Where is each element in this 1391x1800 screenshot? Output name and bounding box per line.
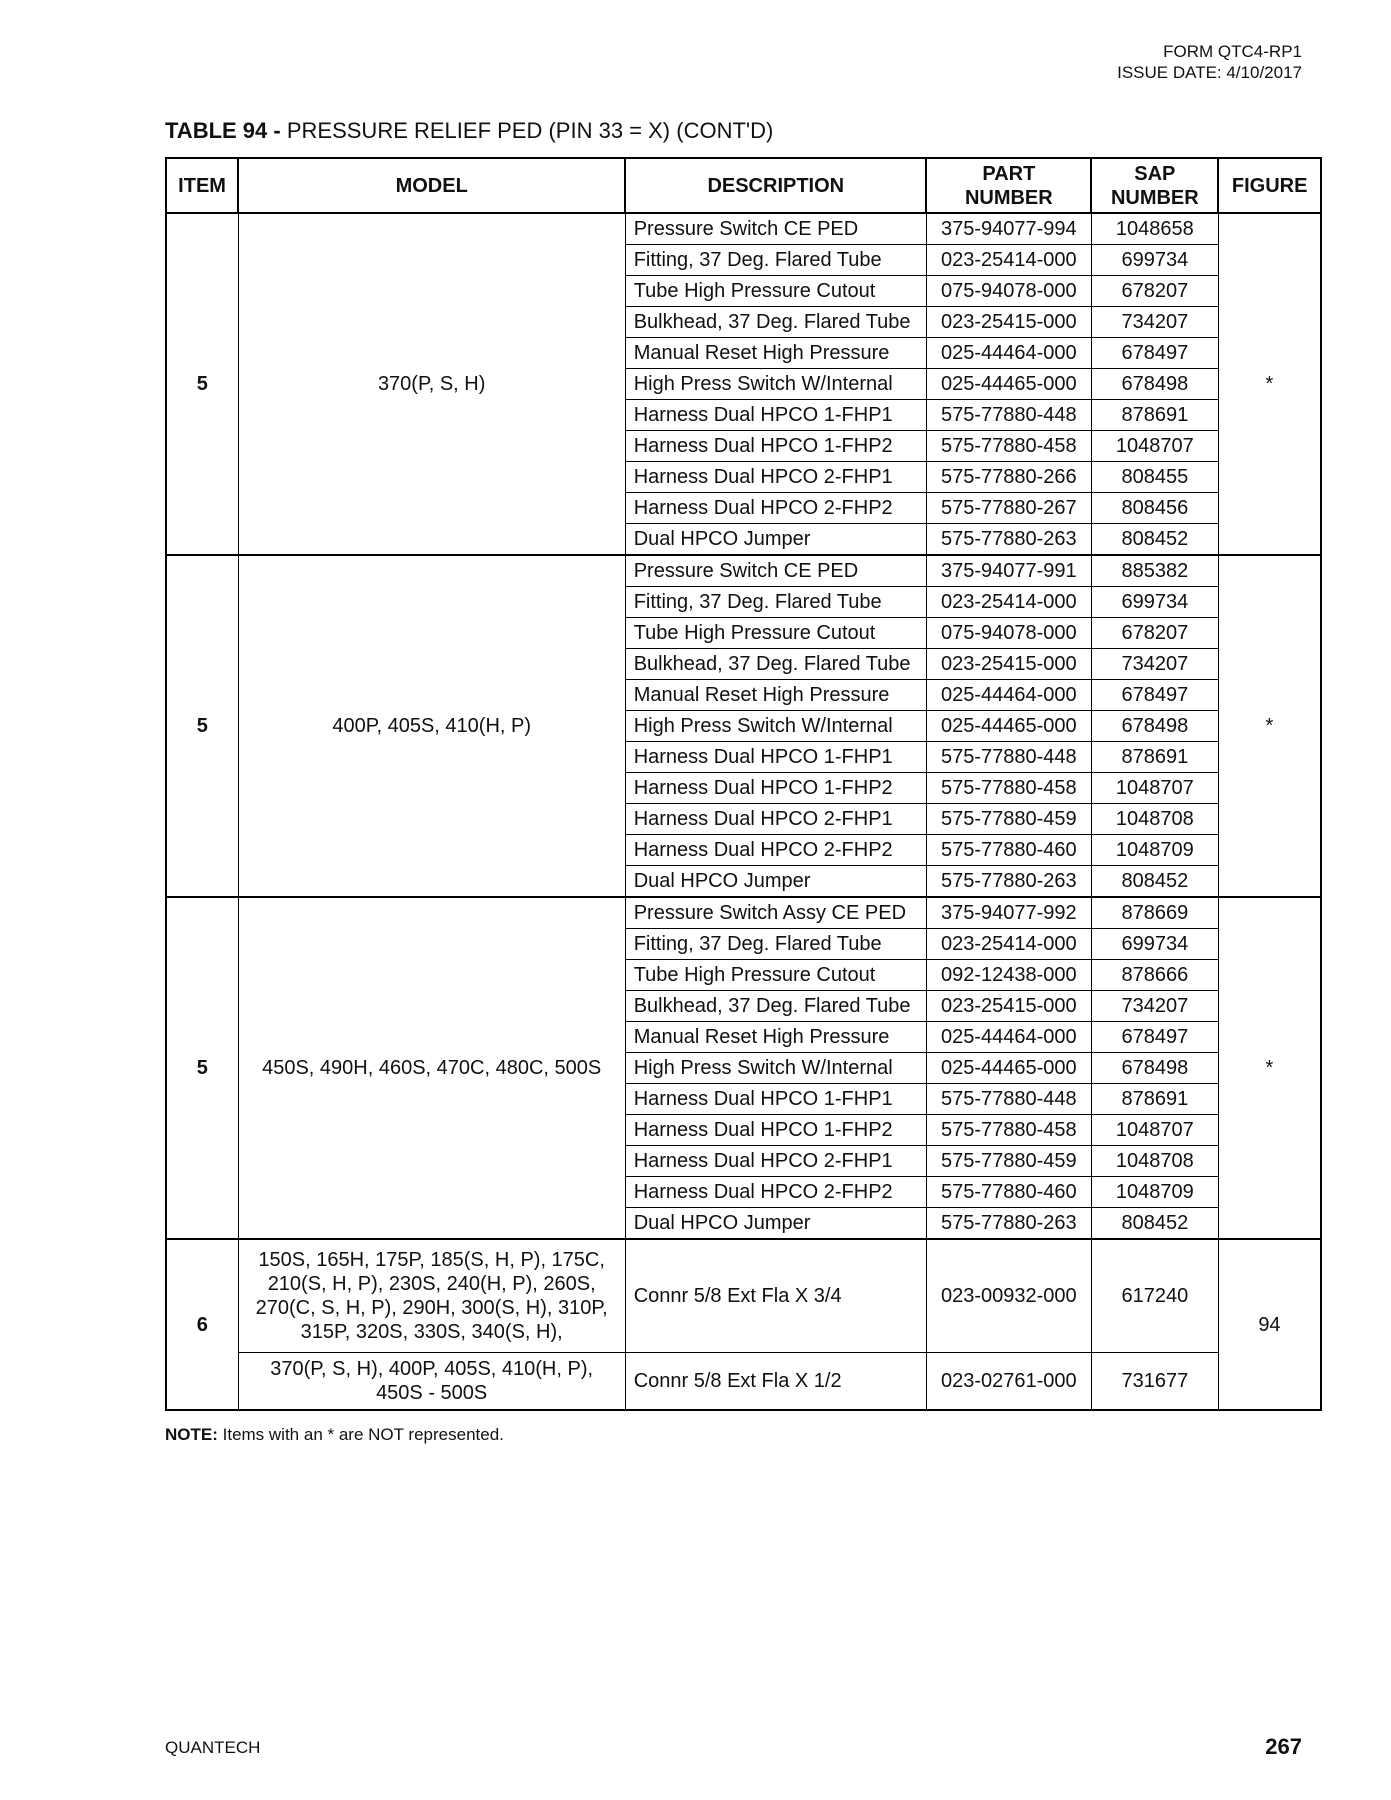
table-row — [166, 213, 1321, 245]
sap-number-cell: 878691 — [1091, 742, 1218, 773]
part-number-cell: 075-94078-000 — [926, 618, 1091, 649]
sap-number-cell: 617240 — [1091, 1239, 1218, 1353]
description-cell: Tube High Pressure Cutout — [625, 960, 926, 991]
part-number-cell: 023-25415-000 — [926, 649, 1091, 680]
description-cell: Connr 5/8 Ext Fla X 3/4 — [625, 1239, 926, 1353]
form-header — [1117, 41, 1302, 83]
figure-cell: 94 — [1218, 1239, 1321, 1410]
description-cell: Harness Dual HPCO 2-FHP1 — [625, 1146, 926, 1177]
part-number-cell: 025-44465-000 — [926, 711, 1091, 742]
sap-number-cell: 678207 — [1091, 276, 1218, 307]
description-cell: Pressure Switch CE PED — [625, 555, 926, 587]
description-cell: Harness Dual HPCO 1-FHP1 — [625, 742, 926, 773]
part-number-cell: 023-25414-000 — [926, 245, 1091, 276]
table-title — [165, 118, 773, 144]
sap-number-cell: 808452 — [1091, 524, 1218, 556]
description-cell: High Press Switch W/Internal — [625, 369, 926, 400]
footer-brand: QUANTECH — [165, 1738, 261, 1757]
sap-number-cell: 699734 — [1091, 245, 1218, 276]
sap-number-cell: 734207 — [1091, 307, 1218, 338]
description-cell: Harness Dual HPCO 1-FHP2 — [625, 431, 926, 462]
part-number-cell: 025-44464-000 — [926, 680, 1091, 711]
page-number: 267 — [1265, 1734, 1302, 1759]
part-number-cell: 575-77880-459 — [926, 1146, 1091, 1177]
part-number-cell: 575-77880-459 — [926, 804, 1091, 835]
description-cell: Fitting, 37 Deg. Flared Tube — [625, 587, 926, 618]
table-row — [166, 1353, 1321, 1411]
part-number-cell: 575-77880-458 — [926, 431, 1091, 462]
sap-number-cell: 678207 — [1091, 618, 1218, 649]
part-number-cell: 023-25415-000 — [926, 307, 1091, 338]
col-description: DESCRIPTION — [625, 158, 926, 213]
part-number-cell: 575-77880-448 — [926, 400, 1091, 431]
sap-number-cell: 878669 — [1091, 897, 1218, 929]
part-number-cell: 575-77880-448 — [926, 1084, 1091, 1115]
part-number-cell: 575-77880-458 — [926, 1115, 1091, 1146]
description-cell: Pressure Switch Assy CE PED — [625, 897, 926, 929]
table-title-text: PRESSURE RELIEF PED (PIN 33 = X) (CONT'D) — [286, 118, 774, 143]
sap-number-cell: 1048709 — [1091, 1177, 1218, 1208]
part-number-cell: 023-25414-000 — [926, 929, 1091, 960]
sap-number-cell: 678497 — [1091, 1022, 1218, 1053]
table-row — [166, 897, 1321, 929]
col-sap-number: SAP NUMBER — [1091, 158, 1218, 213]
description-cell: Harness Dual HPCO 1-FHP2 — [625, 773, 926, 804]
sap-number-cell: 1048708 — [1091, 1146, 1218, 1177]
description-cell: High Press Switch W/Internal — [625, 711, 926, 742]
part-number-cell: 575-77880-266 — [926, 462, 1091, 493]
part-number-cell: 575-77880-460 — [926, 835, 1091, 866]
part-number-cell: 023-00932-000 — [926, 1239, 1091, 1353]
col-figure: FIGURE — [1218, 158, 1321, 213]
part-number-cell: 025-44464-000 — [926, 1022, 1091, 1053]
sap-number-cell: 731677 — [1091, 1353, 1218, 1411]
part-number-cell: 575-77880-448 — [926, 742, 1091, 773]
description-cell: Manual Reset High Pressure — [625, 1022, 926, 1053]
col-item: ITEM — [166, 158, 238, 213]
sap-number-cell: 808456 — [1091, 493, 1218, 524]
part-number-cell: 023-25414-000 — [926, 587, 1091, 618]
model-cell: 370(P, S, H) — [238, 213, 625, 555]
item-cell: 5 — [166, 555, 238, 897]
description-cell: Harness Dual HPCO 1-FHP2 — [625, 1115, 926, 1146]
description-cell: Harness Dual HPCO 1-FHP1 — [625, 1084, 926, 1115]
sap-number-cell: 885382 — [1091, 555, 1218, 587]
figure-cell: * — [1218, 213, 1321, 555]
description-cell: Tube High Pressure Cutout — [625, 276, 926, 307]
col-part-number: PART NUMBER — [926, 158, 1091, 213]
part-number-cell: 575-77880-267 — [926, 493, 1091, 524]
description-cell: Harness Dual HPCO 2-FHP2 — [625, 493, 926, 524]
part-number-cell: 375-94077-991 — [926, 555, 1091, 587]
item-cell: 5 — [166, 897, 238, 1239]
part-number-cell: 575-77880-460 — [926, 1177, 1091, 1208]
sap-number-cell: 734207 — [1091, 991, 1218, 1022]
sap-number-cell: 1048707 — [1091, 773, 1218, 804]
note-label: NOTE: — [165, 1425, 218, 1444]
part-number-cell: 375-94077-994 — [926, 213, 1091, 245]
table-row — [166, 1239, 1321, 1353]
sap-number-cell: 878691 — [1091, 400, 1218, 431]
sap-number-cell: 808452 — [1091, 866, 1218, 898]
description-cell: Dual HPCO Jumper — [625, 524, 926, 556]
description-cell: Harness Dual HPCO 2-FHP1 — [625, 462, 926, 493]
part-number-cell: 023-25415-000 — [926, 991, 1091, 1022]
description-cell: Pressure Switch CE PED — [625, 213, 926, 245]
issue-date: ISSUE DATE: 4/10/2017 — [1117, 63, 1302, 82]
description-cell: Connr 5/8 Ext Fla X 1/2 — [625, 1353, 926, 1411]
item-cell: 5 — [166, 213, 238, 555]
description-cell: Bulkhead, 37 Deg. Flared Tube — [625, 991, 926, 1022]
sap-number-cell: 1048658 — [1091, 213, 1218, 245]
description-cell: Harness Dual HPCO 2-FHP2 — [625, 1177, 926, 1208]
sap-number-cell: 678497 — [1091, 338, 1218, 369]
sap-number-cell: 808455 — [1091, 462, 1218, 493]
sap-number-cell: 678498 — [1091, 711, 1218, 742]
part-number-cell: 025-44465-000 — [926, 1053, 1091, 1084]
description-cell: Manual Reset High Pressure — [625, 680, 926, 711]
sap-number-cell: 678498 — [1091, 1053, 1218, 1084]
description-cell: Harness Dual HPCO 1-FHP1 — [625, 400, 926, 431]
col-model: MODEL — [238, 158, 625, 213]
model-cell: 150S, 165H, 175P, 185(S, H, P), 175C, 210(S, H, P), 230S, 240(H, P), 260S, 270(C, S, H, P), 290H, 300(S, H), 310P, 315P, 320S, 330S, 340(S, H), — [238, 1239, 625, 1353]
table-note — [165, 1425, 504, 1445]
description-cell: Dual HPCO Jumper — [625, 1208, 926, 1240]
description-cell: Manual Reset High Pressure — [625, 338, 926, 369]
figure-cell: * — [1218, 897, 1321, 1239]
part-number-cell: 025-44464-000 — [926, 338, 1091, 369]
sap-number-cell: 1048709 — [1091, 835, 1218, 866]
part-number-cell: 025-44465-000 — [926, 369, 1091, 400]
parts-table — [165, 157, 1322, 1411]
description-cell: Dual HPCO Jumper — [625, 866, 926, 898]
description-cell: High Press Switch W/Internal — [625, 1053, 926, 1084]
description-cell: Fitting, 37 Deg. Flared Tube — [625, 929, 926, 960]
part-number-cell: 575-77880-263 — [926, 524, 1091, 556]
sap-number-cell: 878666 — [1091, 960, 1218, 991]
figure-cell: * — [1218, 555, 1321, 897]
description-cell: Fitting, 37 Deg. Flared Tube — [625, 245, 926, 276]
part-number-cell: 375-94077-992 — [926, 897, 1091, 929]
part-number-cell: 075-94078-000 — [926, 276, 1091, 307]
note-text: Items with an * are NOT represented. — [222, 1425, 504, 1444]
header-row — [166, 158, 1321, 213]
model-cell: 450S, 490H, 460S, 470C, 480C, 500S — [238, 897, 625, 1239]
model-cell: 400P, 405S, 410(H, P) — [238, 555, 625, 897]
form-number: FORM QTC4-RP1 — [1163, 42, 1302, 61]
description-cell: Harness Dual HPCO 2-FHP2 — [625, 835, 926, 866]
table-row — [166, 555, 1321, 587]
sap-number-cell: 699734 — [1091, 929, 1218, 960]
sap-number-cell: 1048707 — [1091, 1115, 1218, 1146]
sap-number-cell: 734207 — [1091, 649, 1218, 680]
table-number: TABLE 94 - — [165, 118, 281, 143]
description-cell: Tube High Pressure Cutout — [625, 618, 926, 649]
sap-number-cell: 678497 — [1091, 680, 1218, 711]
model-cell: 370(P, S, H), 400P, 405S, 410(H, P), 450S - 500S — [238, 1353, 625, 1411]
sap-number-cell: 1048708 — [1091, 804, 1218, 835]
item-cell: 6 — [166, 1239, 238, 1410]
part-number-cell: 092-12438-000 — [926, 960, 1091, 991]
sap-number-cell: 878691 — [1091, 1084, 1218, 1115]
description-cell: Bulkhead, 37 Deg. Flared Tube — [625, 307, 926, 338]
description-cell: Harness Dual HPCO 2-FHP1 — [625, 804, 926, 835]
sap-number-cell: 1048707 — [1091, 431, 1218, 462]
part-number-cell: 575-77880-263 — [926, 866, 1091, 898]
sap-number-cell: 808452 — [1091, 1208, 1218, 1240]
part-number-cell: 575-77880-458 — [926, 773, 1091, 804]
part-number-cell: 575-77880-263 — [926, 1208, 1091, 1240]
part-number-cell: 023-02761-000 — [926, 1353, 1091, 1411]
sap-number-cell: 699734 — [1091, 587, 1218, 618]
description-cell: Bulkhead, 37 Deg. Flared Tube — [625, 649, 926, 680]
sap-number-cell: 678498 — [1091, 369, 1218, 400]
